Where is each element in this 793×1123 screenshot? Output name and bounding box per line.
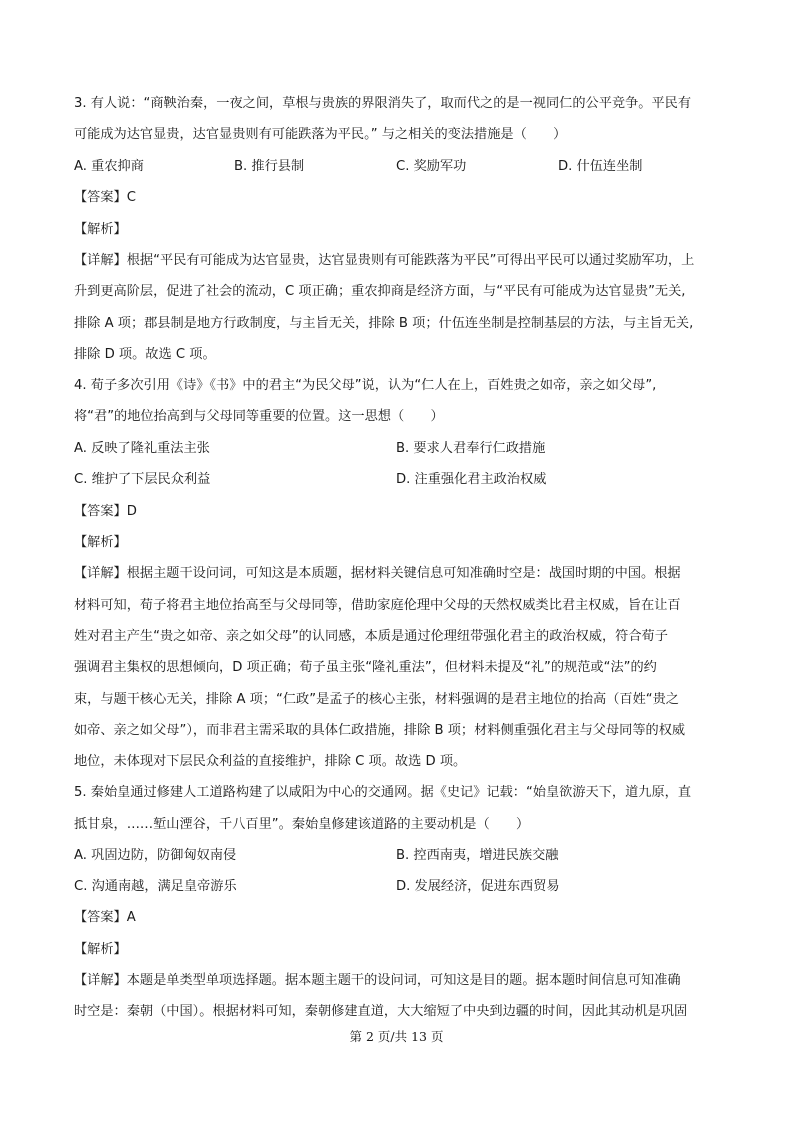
q5-detail-line-2: 时空是：秦朝（中国）。根据材料可知，秦朝修建直道，大大缩短了中央到边疆的时间，因此其动机是巩固 (74, 1004, 688, 1019)
q4-option-b: B. 要求人君奉行仁政措施 (396, 441, 546, 456)
q3-option-c: C. 奖励军功 (396, 159, 467, 174)
q3-detail-line-3: 排除 A 项；郡县制是地方行政制度，与主旨无关，排除 B 项；什伍连坐制是控制基层的方法，与主旨无关, (74, 316, 694, 331)
q4-detail-line-7: 地位，未体现对下层民众利益的直接维护，排除 C 项。故选 D 项。 (74, 754, 467, 769)
page-footer: 第 2 页/共 13 页 (349, 1029, 444, 1044)
q3-stem-line-1: 3. 有人说：“商鞅治秦，一夜之间，草根与贵族的界限消失了，取而代之的是一视同仁的公平竞争。平民有 (74, 96, 692, 111)
q3-option-d: D. 什伍连坐制 (558, 159, 643, 174)
q4-detail-line-1: 【详解】根据主题干设问词，可知这是本质题，据材料关键信息可知准确时空是：战国时期的中国。根据 (74, 566, 681, 581)
q4-option-a: A. 反映了隆礼重法主张 (74, 441, 210, 456)
q5-option-b: B. 控西南夷，增进民族交融 (396, 848, 559, 863)
q4-detail-line-2: 材料可知，荀子将君主地位抬高至与父母同等，借助家庭伦理中父母的天然权威类比君主权威，旨在让百 (74, 598, 681, 613)
q4-stem-line-1: 4. 荀子多次引用《诗》《书》中的君主“为民父母”说，认为“仁人在上，百姓贵之如帝，亲之如父母”, (74, 378, 657, 393)
q4-analysis-label: 【解析】 (74, 535, 127, 550)
q3-detail-line-4: 排除 D 项。故选 C 项。 (74, 347, 216, 362)
q4-answer: 【答案】D (74, 504, 137, 519)
q4-detail-line-5: 束，与题干核心无关，排除 A 项；“仁政”是孟子的核心主张，材料强调的是君主地位的抬高（百姓“贵之 (74, 692, 679, 707)
q5-stem-line-1: 5. 秦始皇通过修建人工道路构建了以咸阳为中心的交通网。据《史记》记载：“始皇欲游天下，道九原，直 (74, 785, 692, 800)
q3-detail-line-1: 【详解】根据“平民有可能成为达官显贵，达官显贵则有可能跌落为平民”可得出平民可以通过奖励军功，上 (74, 253, 695, 268)
q5-option-c: C. 沟通南越，满足皇帝游乐 (74, 879, 237, 894)
q3-analysis-label: 【解析】 (74, 222, 127, 237)
q5-analysis-label: 【解析】 (74, 942, 127, 957)
q3-option-a: A. 重农抑商 (74, 159, 144, 174)
q4-detail-line-6: 如帝、亲之如父母”），而非君主需采取的具体仁政措施，排除 B 项；材料侧重强化君主与父母同等的权威 (74, 723, 686, 738)
q3-stem-line-2: 可能成为达官显贵，达官显贵则有可能跌落为平民。” 与之相关的变法措施是（ ） (74, 127, 567, 142)
q5-stem-line-2: 抵甘泉，……堑山湮谷，千八百里”。秦始皇修建该道路的主要动机是（ ） (74, 817, 530, 832)
q4-detail-line-3: 姓对君主产生“贵之如帝、亲之如父母”的认同感，本质是通过伦理纽带强化君主的政治权威，符合荀子 (74, 629, 668, 644)
q5-answer: 【答案】A (74, 910, 136, 925)
q5-option-a: A. 巩固边防，防御匈奴南侵 (74, 848, 237, 863)
q4-option-c: C. 维护了下层民众利益 (74, 472, 211, 487)
q4-stem-line-2: 将“君”的地位抬高到与父母同等重要的位置。这一思想（ ） (74, 409, 444, 424)
q5-detail-line-1: 【详解】本题是单类型单项选择题。据本题主题干的设问词，可知这是目的题。据本题时间信息可知准确 (74, 973, 681, 988)
q4-detail-line-4: 强调君主集权的思想倾向，D 项正确；荀子虽主张“隆礼重法”，但材料未提及“礼”的规范或“法”的约 (74, 660, 657, 675)
q3-detail-line-2: 升到更高阶层，促进了社会的流动，C 项正确；重农抑商是经济方面，与“平民有可能成为达官显贵”无关, (74, 284, 686, 299)
q3-answer: 【答案】C (74, 190, 136, 205)
q5-option-d: D. 发展经济，促进东西贸易 (396, 879, 560, 894)
q4-option-d: D. 注重强化君主政治权威 (396, 472, 547, 487)
q3-option-b: B. 推行县制 (234, 159, 305, 174)
